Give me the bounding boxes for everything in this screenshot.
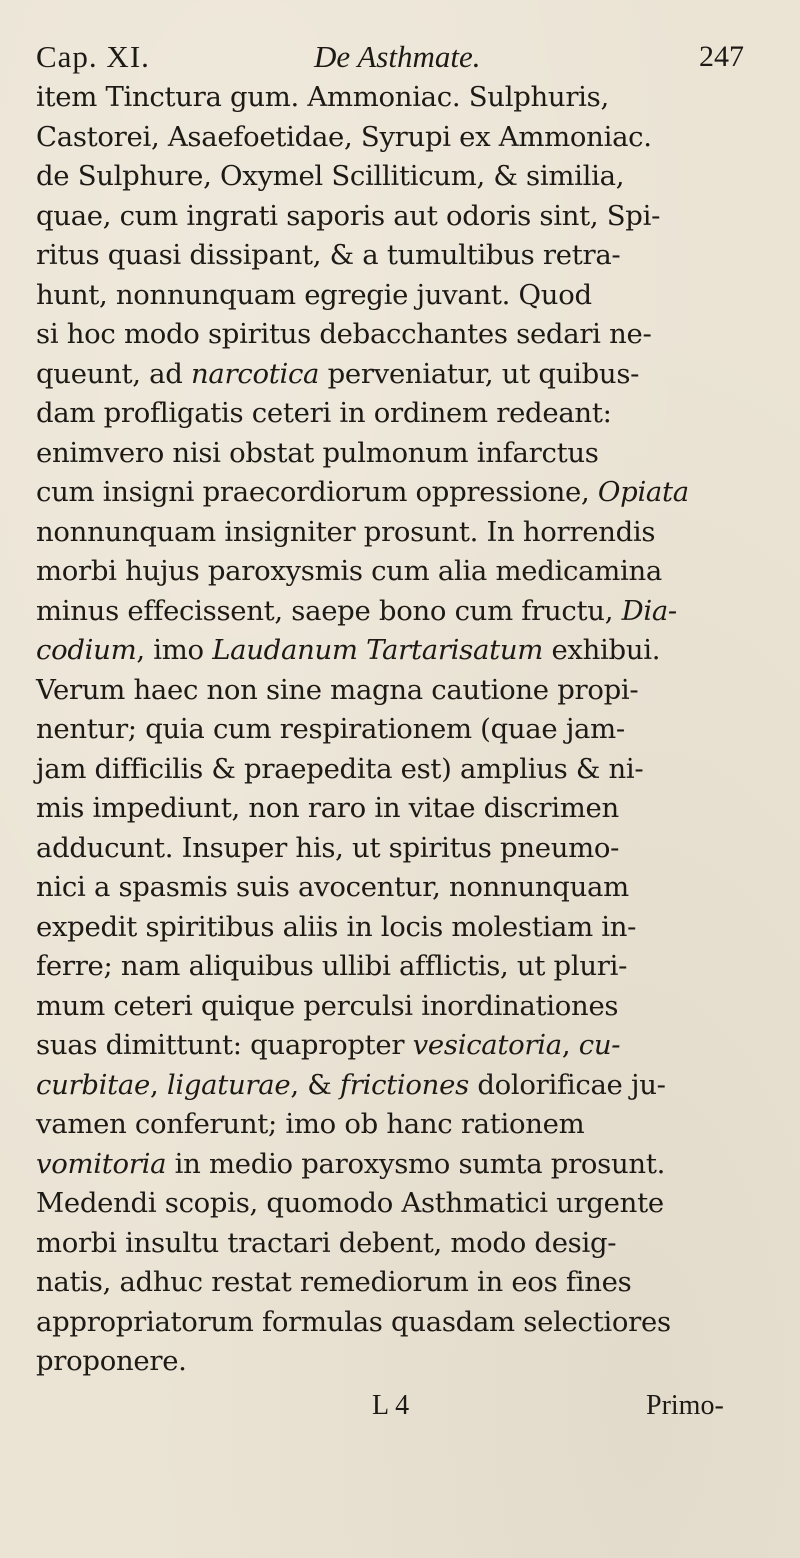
- running-title: De Asthmate.: [314, 39, 481, 74]
- text-run: ritus quasi dissipant, & a tumultibus retra-: [36, 239, 621, 271]
- text-run: natis, adhuc restat remediorum in eos fines: [36, 1266, 632, 1298]
- text-line: [36, 1303, 766, 1343]
- text-run: , &: [290, 1068, 340, 1101]
- text-line: [36, 1105, 766, 1145]
- italic-term: ligaturae: [166, 1068, 291, 1101]
- text-line: [36, 394, 766, 434]
- text-run: vamen conferunt; imo ob hanc rationem: [36, 1108, 585, 1140]
- text-run: item Tinctura gum. Ammoniac. Sulphuris,: [36, 81, 609, 113]
- signature-mark: L 4: [372, 1389, 410, 1421]
- text-run: exhibui.: [543, 634, 661, 666]
- text-run: adducunt. Insuper his, ut spiritus pneumo-: [36, 831, 620, 864]
- text-line: [36, 710, 766, 750]
- text-line: [36, 592, 766, 632]
- italic-term: cu-: [578, 1029, 621, 1061]
- italic-term: frictiones: [339, 1068, 469, 1101]
- text-run: , imo: [136, 634, 213, 666]
- text-line: [36, 78, 766, 118]
- text-line: [36, 947, 766, 987]
- text-run: proponere.: [36, 1345, 187, 1377]
- italic-term: Opiata: [597, 476, 689, 508]
- text-line: [36, 1263, 766, 1303]
- text-run: jam difficilis & praepedita est) amplius & ni-: [36, 752, 644, 785]
- italic-term: curbitae: [36, 1068, 150, 1101]
- text-run: nentur; quia cum respirationem (quae jam-: [36, 713, 625, 745]
- text-line: [36, 1184, 766, 1224]
- catchword: Primo-: [646, 1389, 724, 1421]
- text-line: [36, 552, 766, 592]
- text-line: [36, 434, 766, 474]
- text-line: [36, 631, 766, 671]
- italic-term: codium: [36, 634, 137, 666]
- text-run: enimvero nisi obstat pulmonum infarctus: [36, 436, 599, 469]
- text-line: [36, 315, 766, 355]
- text-run: appropriatorum formulas quasdam selectiores: [36, 1305, 671, 1338]
- text-line: [36, 197, 766, 237]
- body-text: [36, 78, 766, 1382]
- text-line: [36, 987, 766, 1027]
- text-run: nici a spasmis suis avocentur, nonnunquam: [36, 871, 629, 903]
- text-line: [36, 118, 766, 158]
- text-run: in medio paroxysmo sumta prosunt.: [166, 1147, 666, 1180]
- text-line: [36, 1066, 766, 1106]
- text-run: morbi hujus paroxysmis cum alia medicamina: [36, 555, 662, 587]
- text-run: minus effecissent, saepe bono cum fructu,: [36, 594, 622, 627]
- text-run: Castorei, Asaefoetidae, Syrupi ex Ammoniac.: [36, 120, 652, 153]
- text-line: [36, 236, 766, 276]
- text-line: [36, 671, 766, 711]
- text-run: Verum haec non sine magna cautione propi-: [36, 673, 639, 706]
- text-run: quae, cum ingrati saporis aut odoris sint, Spi-: [36, 199, 661, 232]
- text-run: expedit spiritibus aliis in locis molestiam in-: [36, 910, 637, 943]
- text-line: [36, 1026, 766, 1066]
- italic-term: Dia-: [621, 594, 677, 627]
- text-line: [36, 276, 766, 316]
- text-run: perveniatur, ut quibus-: [319, 357, 640, 390]
- text-line: [36, 829, 766, 869]
- text-line: [36, 1145, 766, 1185]
- italic-term: Laudanum Tartarisatum: [212, 634, 544, 666]
- text-run: mis impediunt, non raro in vitae discrimen: [36, 792, 619, 824]
- text-run: ,: [561, 1029, 579, 1061]
- text-line: [36, 513, 766, 553]
- text-run: morbi insultu tractari debent, modo desig-: [36, 1226, 617, 1259]
- italic-term: vesicatoria: [412, 1029, 562, 1061]
- page-number: 247: [699, 40, 744, 73]
- text-run: mum ceteri quique perculsi inordinationes: [36, 989, 619, 1022]
- text-run: hunt, nonnunquam egregie juvant. Quod: [36, 278, 592, 311]
- text-line: [36, 908, 766, 948]
- text-line: [36, 157, 766, 197]
- chapter-heading: Cap. XI.: [36, 39, 150, 74]
- text-run: ,: [149, 1068, 167, 1101]
- text-run: queunt, ad: [36, 357, 191, 390]
- text-run: dolorificae ju-: [468, 1068, 666, 1101]
- text-line: [36, 789, 766, 829]
- text-run: de Sulphure, Oxymel Scilliticum, & similia,: [36, 160, 625, 192]
- text-run: suas dimittunt: quapropter: [36, 1029, 413, 1061]
- text-run: ferre; nam aliquibus ullibi afflictis, ut pluri-: [36, 950, 628, 982]
- text-run: cum insigni praecordiorum oppressione,: [36, 476, 598, 508]
- text-line: [36, 1224, 766, 1264]
- page-footer: [36, 1384, 766, 1428]
- text-line: [36, 473, 766, 513]
- text-line: [36, 868, 766, 908]
- italic-term: vomitoria: [36, 1147, 167, 1180]
- text-run: si hoc modo spiritus debacchantes sedari ne-: [36, 318, 652, 350]
- text-line: [36, 1342, 766, 1382]
- text-line: [36, 750, 766, 790]
- text-run: nonnunquam insigniter prosunt. In horrendis: [36, 515, 656, 548]
- running-head: [36, 36, 766, 78]
- italic-term: narcotica: [191, 357, 320, 390]
- text-line: [36, 355, 766, 395]
- text-run: dam profligatis ceteri in ordinem redeant:: [36, 397, 612, 429]
- text-run: Medendi scopis, quomodo Asthmatici urgente: [36, 1187, 664, 1219]
